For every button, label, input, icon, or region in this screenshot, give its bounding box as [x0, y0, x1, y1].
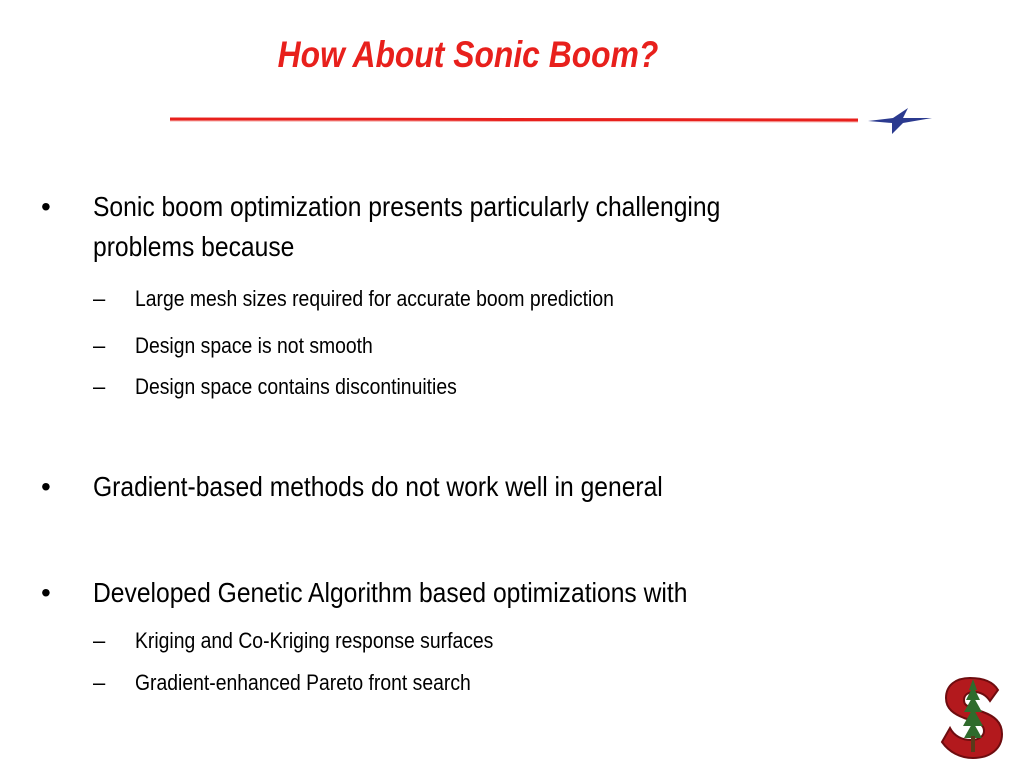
- stanford-s-tree-logo: [940, 676, 1006, 765]
- sub-bullet-marker: –: [93, 628, 106, 653]
- title-rule: [168, 106, 938, 141]
- sub-bullet-text: Gradient-enhanced Pareto front search: [135, 670, 471, 695]
- bullet-marker: •: [41, 577, 51, 608]
- bullet-text: Sonic boom optimization presents particularly challenging problems because: [93, 191, 721, 262]
- bullet-marker: •: [41, 471, 51, 502]
- sub-bullet-marker: –: [93, 374, 106, 399]
- sub-bullet-text: Kriging and Co-Kriging response surfaces: [135, 628, 494, 653]
- bullet-item: [41, 573, 881, 613]
- sub-bullet-text: Design space is not smooth: [135, 333, 373, 358]
- bullet-item: [41, 187, 881, 277]
- sub-bullet-text: Large mesh sizes required for accurate boom prediction: [135, 286, 614, 311]
- sub-bullet-marker: –: [93, 333, 106, 358]
- sub-bullet-marker: –: [93, 670, 106, 695]
- bullet-item: [41, 467, 881, 507]
- bullet-marker: •: [41, 191, 51, 222]
- bullet-text: Gradient-based methods do not work well in general: [93, 471, 663, 502]
- slide-title: How About Sonic Boom?: [277, 34, 659, 75]
- jet-icon: [868, 108, 932, 134]
- sub-bullet-marker: –: [93, 286, 106, 311]
- sub-bullet-text: Design space contains discontinuities: [135, 374, 457, 399]
- bullet-text: Developed Genetic Algorithm based optimizations with: [93, 577, 688, 608]
